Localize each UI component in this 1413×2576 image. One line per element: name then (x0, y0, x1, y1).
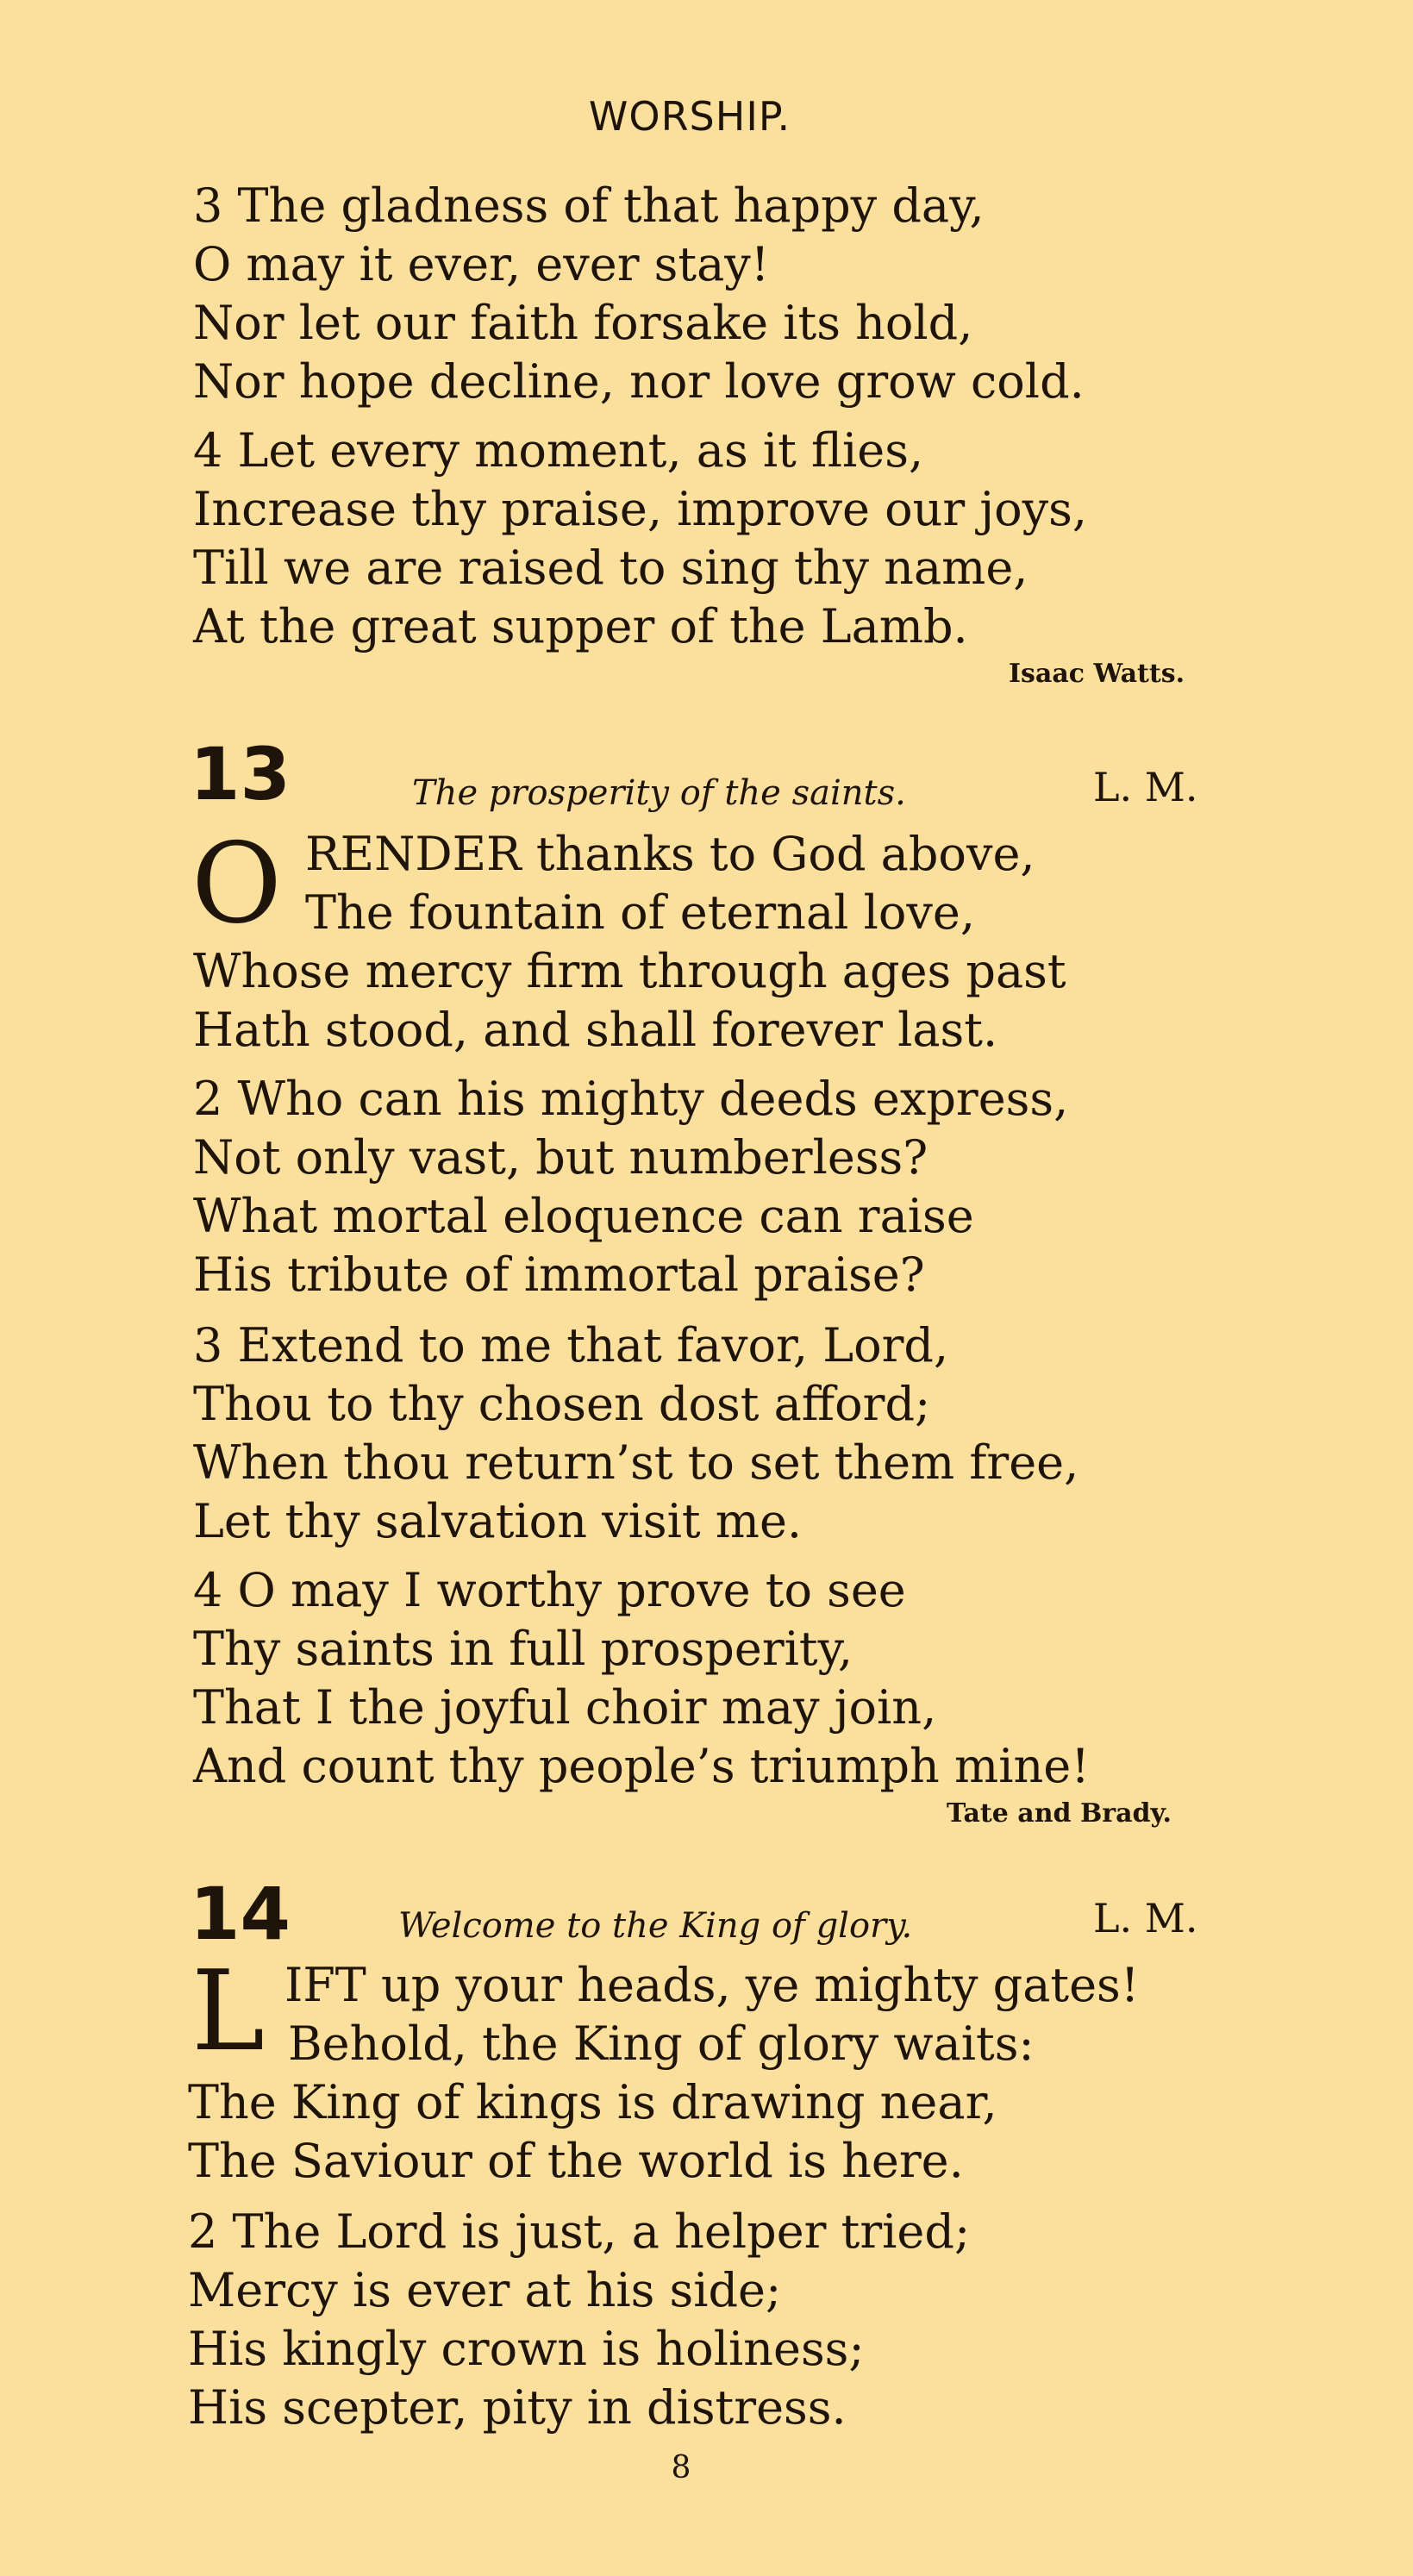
verse-line: 3 The gladness of that happy day, (193, 178, 985, 233)
verse-line: Till we are raised to sing thy name, (193, 541, 1028, 595)
verse-line: Mercy is ever at his side; (188, 2263, 782, 2317)
verse-line: RENDER thanks to God above, (305, 827, 1035, 881)
verse-line: 3 Extend to me that favor, Lord, (193, 1318, 949, 1372)
verse-line: 4 O may I worthy prove to see (193, 1563, 906, 1617)
verse-line: O may it ever, ever stay! (193, 237, 770, 291)
hymn-14-number: 14 (190, 1872, 291, 1956)
verse-line: Thy saints in full prosperity, (193, 1622, 853, 1676)
verse-line: Whose mercy firm through ages past (193, 944, 1066, 998)
verse-line: 4 Let every moment, as it flies, (193, 423, 924, 478)
verse-line: Hath stood, and shall forever last. (193, 1003, 998, 1057)
verse-line: Nor hope decline, nor love grow cold. (193, 354, 1085, 409)
hymn-13-dropcap: O (191, 820, 282, 948)
verse-line: And count thy people’s triumph mine! (193, 1739, 1090, 1793)
hymn-13-title: The prosperity of the saints. (412, 773, 906, 813)
verse-line: When thou return’st to set them free, (193, 1435, 1079, 1490)
verse-line: Not only vast, but numberless? (193, 1130, 928, 1185)
verse-line: IFT up your heads, ye mighty gates! (284, 1958, 1140, 2012)
verse-line: The fountain of eternal love, (305, 885, 975, 940)
hymn-12-author: Isaac Watts. (1009, 659, 1185, 689)
verse-line: Thou to thy chosen dost afford; (193, 1377, 931, 1431)
hymn-13-number: 13 (190, 732, 291, 816)
verse-line: The Saviour of the world is here. (188, 2134, 964, 2188)
verse-line: Let thy salvation visit me. (193, 1494, 803, 1548)
verse-line: Behold, the King of glory waits: (288, 2016, 1035, 2071)
verse-line: 2 Who can his mighty deeds express, (193, 1072, 1069, 1126)
verse-line: Nor let our faith forsake its hold, (193, 296, 973, 350)
verse-line: His kingly crown is holiness; (188, 2322, 865, 2376)
verse-line: 2 The Lord is just, a helper tried; (188, 2204, 971, 2259)
verse-line: At the great supper of the Lamb. (193, 599, 968, 653)
verse-line: Increase thy praise, improve our joys, (193, 482, 1088, 536)
verse-line: His scepter, pity in distress. (188, 2380, 847, 2435)
verse-line: The King of kings is drawing near, (188, 2075, 997, 2129)
page-number: 8 (671, 2450, 691, 2485)
verse-line: What mortal eloquence can raise (193, 1189, 974, 1243)
hymn-14-meter: L. M. (1093, 1895, 1198, 1941)
running-head: WORSHIP. (588, 93, 791, 140)
hymn-13-meter: L. M. (1093, 764, 1198, 810)
verse-line: That I the joyful choir may join, (193, 1680, 937, 1735)
hymn-14-title: Welcome to the King of glory. (398, 1906, 913, 1946)
hymn-14-dropcap: L (191, 1948, 265, 2076)
verse-line: His tribute of immortal praise? (193, 1247, 925, 1302)
hymn-13-author: Tate and Brady. (947, 1798, 1172, 1829)
